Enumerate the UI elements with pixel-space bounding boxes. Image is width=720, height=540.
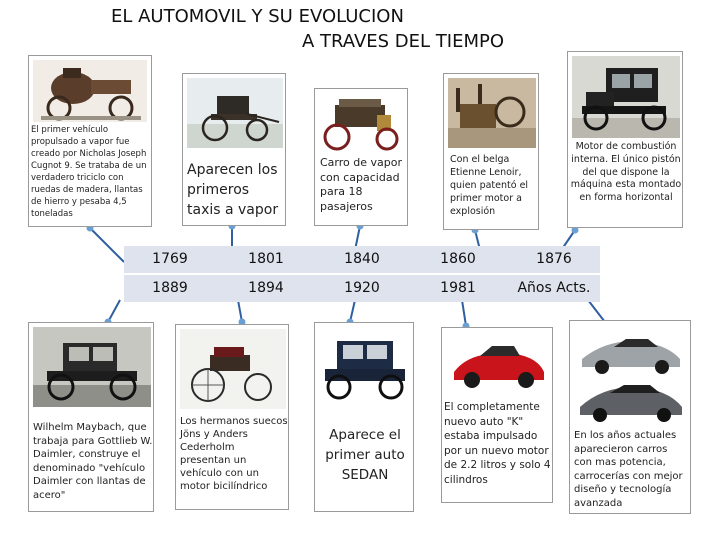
year-current: Años Acts.: [517, 280, 591, 296]
card-1920-text: Aparece el primer auto SEDAN: [325, 427, 405, 483]
benz-car-photo: [180, 329, 286, 409]
steam-tricycle-photo: [33, 60, 147, 122]
card-1894: [175, 324, 289, 510]
year-1769: 1769: [152, 251, 188, 267]
timeline-row-2: [124, 275, 600, 302]
modern-supercar-photo: [574, 325, 688, 427]
red-sports-car-photo: [446, 332, 550, 398]
year-1876: 1876: [536, 251, 572, 267]
sedan-photo: [319, 327, 411, 413]
card-1894-text: Los hermanos suecos Jöns y Anders Cederholm presentan un vehículo con un motor bicilíndrico: [180, 416, 288, 492]
card-1769-text: El primer vehículo propulsado a vapor fue creado por Nicholas Joseph Cugnot 9. Se trataba de un verdadero triciclo con ruedas de madera, llantas de hierro y pesaba 4,5 toneladas: [31, 125, 147, 219]
year-1894: 1894: [248, 280, 284, 296]
card-1840: [314, 88, 408, 226]
title-line1: EL AUTOMOVIL Y SU EVOLUCION: [111, 6, 404, 27]
year-1889: 1889: [152, 280, 188, 296]
year-1920: 1920: [344, 280, 380, 296]
carriage-photo: [187, 78, 283, 148]
timeline-row-1: [124, 246, 600, 273]
early-car-photo: [33, 327, 151, 407]
card-1981-text: El completamente nuevo auto "K" estaba impulsado por un nuevo motor de 2.2 litros y solo 4 cilindros: [444, 401, 551, 486]
year-1981: 1981: [440, 280, 476, 296]
card-1889-text: Wilhelm Maybach, que trabaja para Gottlieb W. Daimler, construye el denominado "vehículo Daimler con llantas de acero": [33, 422, 153, 501]
year-1801: 1801: [248, 251, 284, 267]
timeline: [124, 246, 600, 302]
connector-6: [108, 300, 120, 322]
card-1889: [28, 322, 154, 512]
title-line2: A TRAVES DEL TIEMPO: [302, 31, 505, 52]
card-1769: [28, 55, 152, 227]
card-1860-text: Con el belga Etienne Lenoir, quien patentó el primer motor a explosión: [450, 154, 529, 217]
year-1840: 1840: [344, 251, 380, 267]
card-1981: [441, 327, 553, 503]
card-current-text: En los años actuales aparecieron carros con mas potencia, carrocerías con mejor diseño y tecnología avanzada: [574, 430, 683, 509]
model-t-photo: [572, 56, 680, 138]
card-1860: [443, 73, 539, 230]
card-1801: [182, 73, 286, 226]
year-1860: 1860: [440, 251, 476, 267]
card-1920: [314, 322, 414, 512]
card-1876-text: Motor de combustión interna. El único pistón del que dispone la máquina esta montado en forma horizontal: [570, 141, 682, 204]
card-current: [569, 320, 691, 514]
steam-carriage-photo: [319, 93, 405, 155]
connector-9: [462, 300, 466, 326]
connector-1: [90, 228, 124, 262]
card-1840-text: Carro de vapor con capacidad para 18 pasajeros: [320, 156, 402, 213]
card-1876: [567, 51, 683, 228]
lenoir-engine-photo: [448, 78, 536, 148]
card-1801-text: Aparecen los primeros taxis a vapor: [187, 162, 279, 218]
